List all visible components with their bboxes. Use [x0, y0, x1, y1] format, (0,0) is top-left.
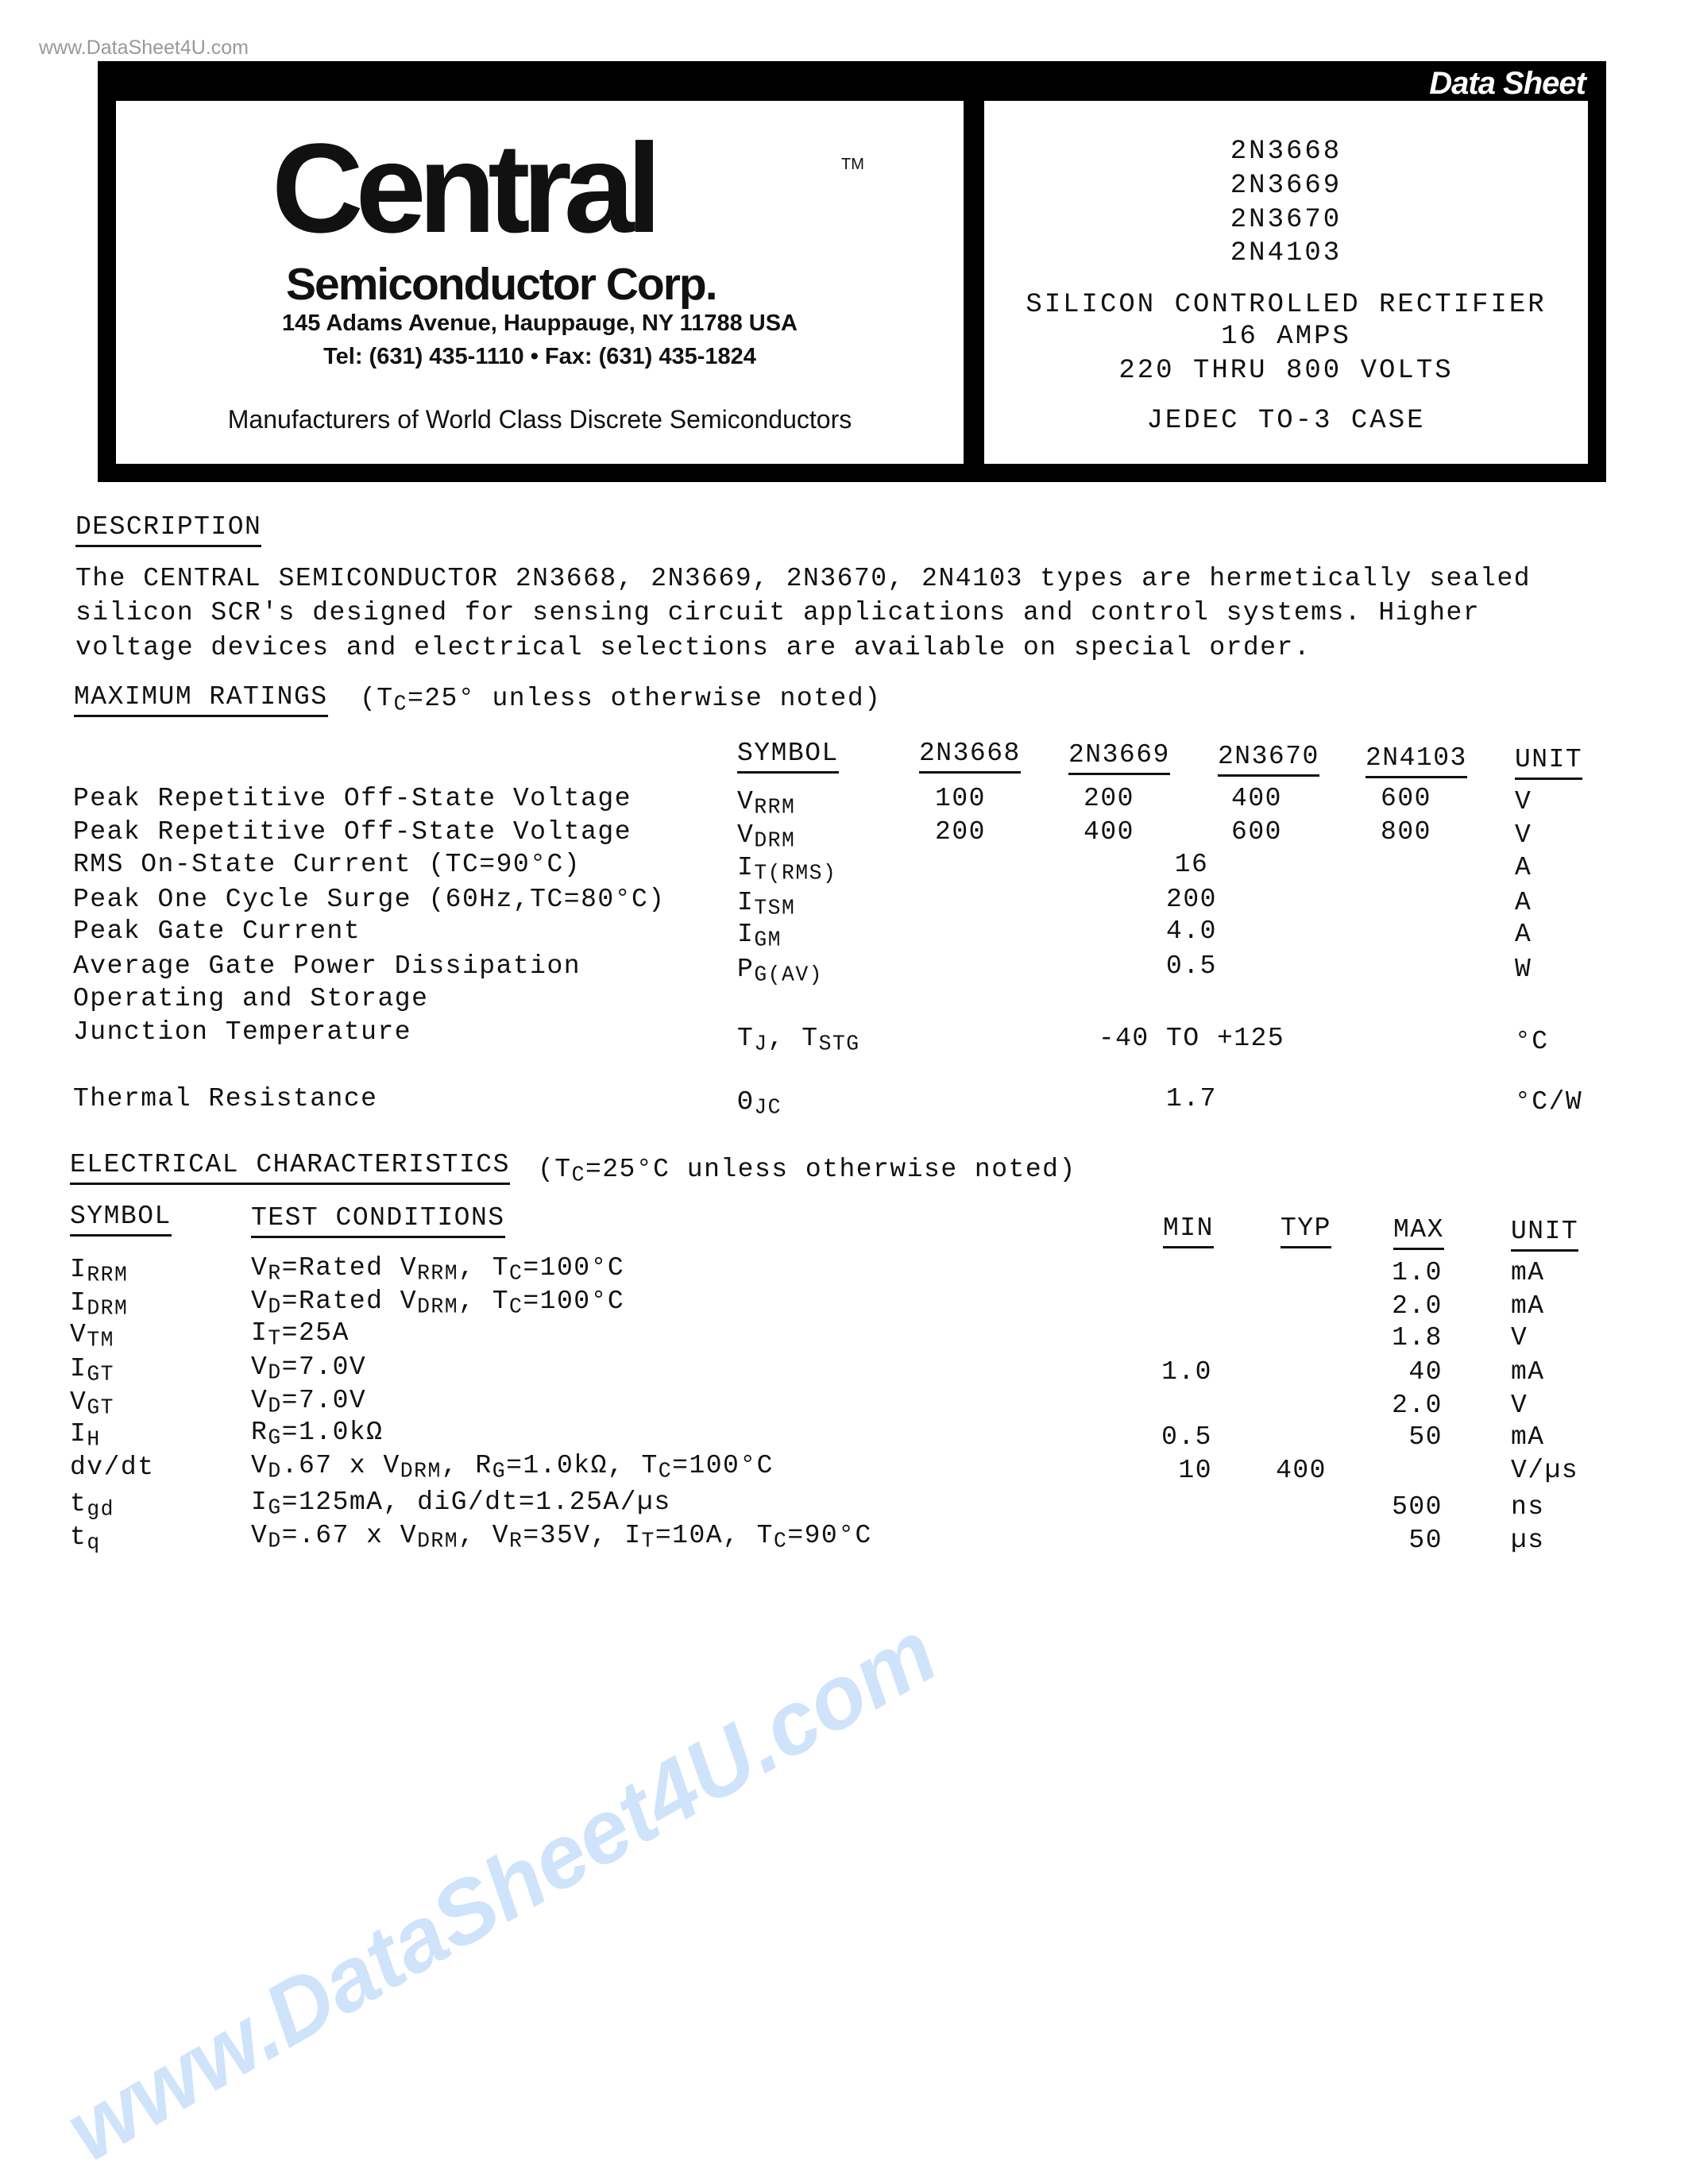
text-segment: , T	[767, 1024, 819, 1053]
rating-symbol	[737, 1025, 860, 1055]
rating-symbol	[737, 1089, 782, 1118]
char-max: 1.8	[1392, 1323, 1443, 1352]
text-segment: =25A	[281, 1318, 350, 1348]
subscript: DRM	[87, 1296, 129, 1321]
rating-unit: W	[1515, 955, 1532, 984]
text-segment: I	[251, 1318, 268, 1348]
text-segment: R	[251, 1418, 268, 1447]
subscript: J	[754, 1032, 768, 1056]
trademark-mark: TM	[841, 156, 864, 173]
col-2n3670: 2N3670	[1218, 743, 1319, 777]
text-segment: dv/dt	[70, 1453, 155, 1482]
text-segment: t	[70, 1522, 87, 1552]
subscript: G	[268, 1495, 282, 1520]
subscript: JC	[754, 1095, 782, 1120]
subscript: D	[268, 1529, 282, 1553]
rating-parameter: Peak Repetitive Off-State Voltage	[73, 817, 632, 847]
text-segment: V	[251, 1451, 268, 1480]
text-segment: =125mA, diG/dt=1.25A/µs	[281, 1488, 671, 1517]
rating-value: 100	[935, 784, 986, 813]
text-segment: I	[737, 853, 755, 882]
rating-unit: A	[1515, 888, 1532, 917]
text-segment: =35V, I	[523, 1521, 642, 1550]
subscript: RRM	[417, 1261, 459, 1286]
subscript: TSM	[754, 896, 796, 920]
rating-symbol	[737, 956, 823, 986]
char-unit: mA	[1511, 1291, 1545, 1321]
char-unit: V/µs	[1511, 1456, 1579, 1485]
device-type: SILICON CONTROLLED RECTIFIER	[1026, 290, 1547, 320]
rating-parameter: Thermal Resistance	[73, 1084, 378, 1113]
text-segment: =100°C	[523, 1253, 625, 1283]
col-typ: TYP	[1280, 1215, 1331, 1248]
char-symbol	[70, 1524, 101, 1553]
col-2n3668: 2N3668	[919, 740, 1021, 774]
rating-unit: °C	[1515, 1027, 1549, 1056]
part-number: 2N3668	[1230, 137, 1342, 167]
rating-value-all-types: -40 TO +125	[1098, 1024, 1285, 1053]
char-test-condition	[251, 1387, 366, 1417]
char-min: 1.0	[1161, 1357, 1212, 1387]
description-line: voltage devices and electrical selections are available on special order.	[75, 633, 1311, 662]
text-segment: =90°C	[787, 1521, 872, 1550]
text-segment: .67 x V	[281, 1451, 400, 1480]
electrical-heading: ELECTRICAL CHARACTERISTICS	[70, 1152, 510, 1185]
subscript: D	[268, 1295, 282, 1319]
subscript: DRM	[754, 828, 796, 853]
text-segment: =7.0V	[281, 1386, 367, 1415]
text-segment: =Rated V	[281, 1253, 418, 1283]
rating-value: 400	[1231, 784, 1282, 813]
char-test-condition	[251, 1255, 624, 1284]
description-line: The CENTRAL SEMICONDUCTOR 2N3668, 2N3669, 2N3670, 2N4103 types are hermetically sealed	[75, 564, 1532, 593]
subscript: R	[509, 1529, 523, 1553]
char-symbol	[70, 1356, 114, 1385]
company-logo: Central	[272, 117, 655, 259]
text-segment: =10A, T	[655, 1521, 774, 1550]
char-unit: V	[1511, 1391, 1528, 1420]
device-voltage: 220 THRU 800 VOLTS	[1118, 356, 1454, 386]
rating-value: 600	[1231, 817, 1282, 847]
data-sheet-badge: Data Sheet	[1429, 66, 1586, 101]
text-segment: =7.0V	[281, 1352, 367, 1382]
electrical-note	[538, 1156, 1076, 1186]
subscript: D	[268, 1394, 282, 1418]
device-case: JEDEC TO-3 CASE	[1146, 406, 1426, 436]
subscript: RRM	[87, 1263, 129, 1287]
rating-value: 200	[1083, 784, 1134, 813]
char-symbol	[70, 1421, 101, 1450]
char-test-condition	[251, 1419, 383, 1449]
rating-parameter: Junction Temperature	[73, 1017, 412, 1047]
char-max: 500	[1392, 1492, 1443, 1522]
char-typ: 400	[1276, 1456, 1327, 1485]
rating-unit: A	[1515, 853, 1532, 882]
text-segment: I	[251, 1488, 268, 1517]
text-segment: V	[70, 1320, 87, 1349]
subscript: C	[571, 1163, 585, 1187]
max-ratings-heading: MAXIMUM RATINGS	[74, 684, 328, 717]
col-min: MIN	[1163, 1215, 1214, 1248]
char-min: 0.5	[1161, 1422, 1212, 1452]
subscript: R	[268, 1261, 282, 1286]
text-segment: =100°C	[672, 1451, 774, 1480]
text-segment: , V	[458, 1521, 510, 1550]
rating-symbol	[737, 822, 795, 851]
rating-unit: A	[1515, 920, 1532, 949]
text-segment: P	[737, 955, 755, 984]
rating-value: 800	[1381, 817, 1431, 847]
col-symbol: SYMBOL	[737, 740, 839, 774]
text-segment: =Rated V	[281, 1287, 418, 1316]
company-logo-subtitle: Semiconductor Corp.	[286, 259, 717, 310]
col-2n3669: 2N3669	[1068, 742, 1170, 775]
subscript: C	[658, 1459, 673, 1484]
text-segment: V	[737, 820, 755, 850]
rating-unit: °C/W	[1515, 1087, 1583, 1117]
product-panel	[984, 101, 1588, 464]
subscript: STG	[818, 1032, 860, 1056]
rating-parameter: Average Gate Power Dissipation	[73, 951, 581, 981]
subscript: C	[509, 1295, 523, 1319]
subscript: T(RMS)	[754, 861, 837, 886]
char-test-condition	[251, 1522, 872, 1552]
col-unit: UNIT	[1515, 747, 1582, 780]
subscript: G(AV)	[754, 963, 823, 987]
text-segment: I	[70, 1419, 87, 1449]
subscript: GT	[87, 1362, 114, 1387]
text-segment: =100°C	[523, 1287, 625, 1316]
rating-symbol	[737, 921, 782, 951]
char-test-condition	[251, 1489, 671, 1518]
rating-parameter: Peak Repetitive Off-State Voltage	[73, 784, 632, 813]
text-segment: V	[251, 1352, 268, 1382]
char-test-condition	[251, 1354, 366, 1383]
char-max: 50	[1408, 1422, 1443, 1452]
text-segment: Θ	[737, 1087, 755, 1117]
rating-value: 400	[1083, 817, 1134, 847]
text-segment: T	[737, 1024, 755, 1053]
col-2n4103: 2N4103	[1365, 745, 1467, 778]
subscript: G	[268, 1426, 282, 1450]
subscript: DRM	[417, 1295, 459, 1319]
rating-symbol	[737, 855, 836, 884]
char-max: 2.0	[1392, 1391, 1443, 1420]
rating-parameter: Operating and Storage	[73, 984, 429, 1013]
text-segment: (T	[360, 684, 394, 713]
subscript: C	[509, 1261, 523, 1286]
text-segment: , T	[458, 1287, 510, 1316]
subscript: GM	[754, 928, 782, 952]
text-segment: V	[251, 1287, 268, 1316]
rating-value-all-types: 0.5	[1166, 951, 1217, 981]
char-test-condition	[251, 1320, 350, 1349]
char-unit: V	[1511, 1323, 1528, 1352]
rating-parameter: RMS On-State Current (TC=90°C)	[73, 850, 581, 879]
char-test-condition	[251, 1288, 624, 1318]
subscript: T	[268, 1326, 282, 1351]
rating-value-all-types: 1.7	[1166, 1084, 1217, 1113]
text-segment: V	[737, 787, 755, 816]
char-unit: mA	[1511, 1422, 1545, 1452]
diagonal-watermark: www.DataSheet4U.com	[49, 1601, 953, 2181]
char-unit: mA	[1511, 1357, 1545, 1387]
char-test-condition	[251, 1453, 774, 1482]
company-panel	[116, 101, 964, 464]
text-segment: I	[737, 920, 755, 949]
subscript: H	[87, 1427, 101, 1452]
description-line: silicon SCR's designed for sensing circuit applications and control systems. Higher	[75, 598, 1481, 627]
rating-value-all-types: 4.0	[1166, 916, 1217, 946]
text-segment: V	[70, 1387, 87, 1417]
rating-value: 200	[935, 817, 986, 847]
col-symbol: SYMBOL	[70, 1203, 172, 1237]
rating-value: 600	[1381, 784, 1431, 813]
col-test-conditions: TEST CONDITIONS	[251, 1205, 505, 1238]
subscript: GT	[87, 1395, 114, 1420]
rating-value-all-types: 200	[1166, 885, 1217, 914]
char-symbol	[70, 1491, 114, 1520]
subscript: D	[268, 1459, 282, 1484]
part-number: 2N3669	[1230, 171, 1342, 201]
text-segment: =1.0kΩ, T	[506, 1451, 659, 1480]
rating-symbol	[737, 889, 795, 919]
text-segment: V	[251, 1386, 268, 1415]
text-segment: (T	[538, 1155, 572, 1184]
watermark-url: www.DataSheet4U.com	[39, 37, 249, 59]
rating-value-all-types: 16	[1174, 850, 1209, 879]
text-segment: I	[70, 1288, 87, 1318]
part-number: 2N4103	[1230, 238, 1342, 268]
subscript: DRM	[417, 1529, 459, 1553]
char-max: 40	[1408, 1357, 1443, 1387]
char-symbol	[70, 1256, 128, 1286]
char-symbol	[70, 1454, 155, 1480]
max-ratings-note	[360, 685, 881, 715]
text-segment: V	[251, 1253, 268, 1283]
rating-symbol	[737, 789, 795, 818]
description-heading: DESCRIPTION	[75, 514, 261, 547]
header-banner	[98, 61, 1606, 482]
char-symbol	[70, 1290, 128, 1319]
text-segment: =1.0kΩ	[281, 1418, 384, 1447]
col-unit: UNIT	[1511, 1218, 1578, 1252]
subscript: TM	[87, 1328, 114, 1352]
char-symbol	[70, 1389, 114, 1418]
char-max: 1.0	[1392, 1258, 1443, 1287]
subscript: T	[641, 1529, 655, 1553]
text-segment: I	[70, 1255, 87, 1284]
char-symbol	[70, 1322, 114, 1351]
text-segment: =25°C unless otherwise noted)	[585, 1155, 1076, 1184]
device-current: 16 AMPS	[1221, 322, 1351, 352]
subscript: RRM	[754, 795, 796, 820]
subscript: q	[87, 1530, 101, 1555]
rating-unit: V	[1515, 787, 1532, 816]
text-segment: , T	[458, 1253, 510, 1283]
char-unit: ns	[1511, 1492, 1545, 1522]
char-max: 2.0	[1392, 1291, 1443, 1321]
char-unit: mA	[1511, 1258, 1545, 1287]
part-number: 2N3670	[1230, 205, 1342, 235]
rating-parameter: Peak One Cycle Surge (60Hz,TC=80°C)	[73, 885, 666, 914]
subscript: G	[492, 1459, 507, 1484]
text-segment: I	[70, 1354, 87, 1383]
company-tagline: Manufacturers of World Class Discrete Semiconductors	[227, 405, 852, 434]
text-segment: V	[251, 1521, 268, 1550]
rating-parameter: Peak Gate Current	[73, 916, 361, 946]
company-address: 145 Adams Avenue, Hauppauge, NY 11788 USA	[281, 311, 798, 336]
char-unit: µs	[1511, 1526, 1545, 1555]
char-max: 50	[1408, 1526, 1443, 1555]
text-segment: =.67 x V	[281, 1521, 418, 1550]
rating-unit: V	[1515, 820, 1532, 850]
company-phone-fax: Tel: (631) 435-1110 • Fax: (631) 435-1824	[323, 344, 756, 369]
text-segment: t	[70, 1489, 87, 1518]
subscript: DRM	[400, 1459, 442, 1484]
subscript: D	[268, 1360, 282, 1385]
text-segment: I	[737, 888, 755, 917]
subscript: C	[393, 692, 408, 716]
subscript: C	[773, 1529, 788, 1553]
text-segment: =25° unless otherwise noted)	[407, 684, 882, 713]
char-min: 10	[1178, 1456, 1212, 1485]
col-max: MAX	[1393, 1217, 1444, 1250]
text-segment: , R	[441, 1451, 492, 1480]
subscript: gd	[87, 1497, 114, 1522]
